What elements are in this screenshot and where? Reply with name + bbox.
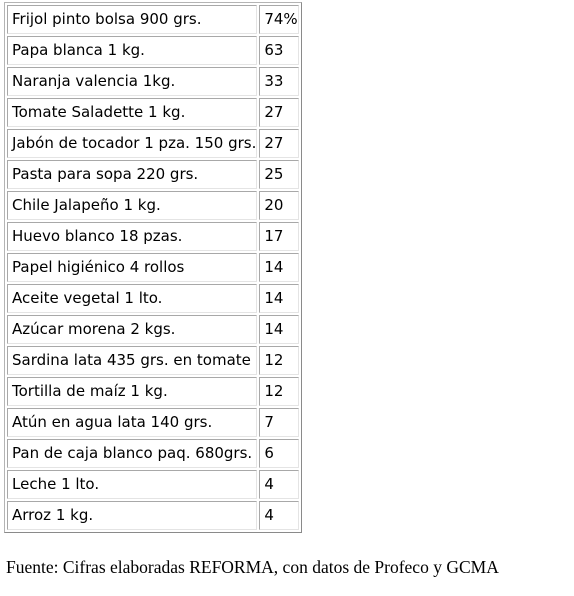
increase-value-cell: 33 [259,67,298,96]
product-cell: Frijol pinto bolsa 900 grs. [7,5,257,34]
increase-value-cell: 12 [259,346,298,375]
product-cell: Sardina lata 435 grs. en tomate [7,346,257,375]
table-row [7,284,299,313]
product-cell: Pasta para sopa 220 grs. [7,160,257,189]
product-cell: Jabón de tocador 1 pza. 150 grs. [7,129,257,158]
table-row [7,439,299,468]
table-row [7,129,299,158]
table-row [7,346,299,375]
increase-value-cell: 14 [259,315,298,344]
increase-value-cell: 4 [259,470,298,499]
product-cell: Arroz 1 kg. [7,501,257,530]
table-row [7,160,299,189]
product-cell: Tomate Saladette 1 kg. [7,98,257,127]
increase-value-cell: 14 [259,253,298,282]
table-row [7,253,299,282]
product-cell: Tortilla de maíz 1 kg. [7,377,257,406]
table-row [7,5,299,34]
increase-value-cell: 6 [259,439,298,468]
table-row [7,470,299,499]
increase-value-cell: 20 [259,191,298,220]
table-row [7,377,299,406]
product-cell: Leche 1 lto. [7,470,257,499]
table-row [7,98,299,127]
product-cell: Chile Jalapeño 1 kg. [7,191,257,220]
increase-value-cell: 25 [259,160,298,189]
source-note: Fuente: Cifras elaboradas REFORMA, con datos de Profeco y GCMA [6,557,499,577]
product-cell: Naranja valencia 1kg. [7,67,257,96]
product-cell: Papa blanca 1 kg. [7,36,257,65]
increase-value-cell: 63 [259,36,298,65]
increase-value-cell: 27 [259,98,298,127]
table-row [7,315,299,344]
table-row [7,36,299,65]
table-body [7,5,299,530]
increase-value-cell: 7 [259,408,298,437]
increase-value-cell: 4 [259,501,298,530]
table-row [7,501,299,530]
product-cell: Atún en agua lata 140 grs. [7,408,257,437]
increase-value-cell: 27 [259,129,298,158]
table-row [7,67,299,96]
increase-value-cell: 74% [259,5,298,34]
product-cell: Pan de caja blanco paq. 680grs. [7,439,257,468]
product-cell: Aceite vegetal 1 lto. [7,284,257,313]
table-row [7,408,299,437]
table-row [7,191,299,220]
increase-value-cell: 14 [259,284,298,313]
product-cell: Huevo blanco 18 pzas. [7,222,257,251]
price-increase-table [4,2,302,533]
product-cell: Azúcar morena 2 kgs. [7,315,257,344]
product-cell: Papel higiénico 4 rollos [7,253,257,282]
table-row [7,222,299,251]
increase-value-cell: 17 [259,222,298,251]
increase-value-cell: 12 [259,377,298,406]
